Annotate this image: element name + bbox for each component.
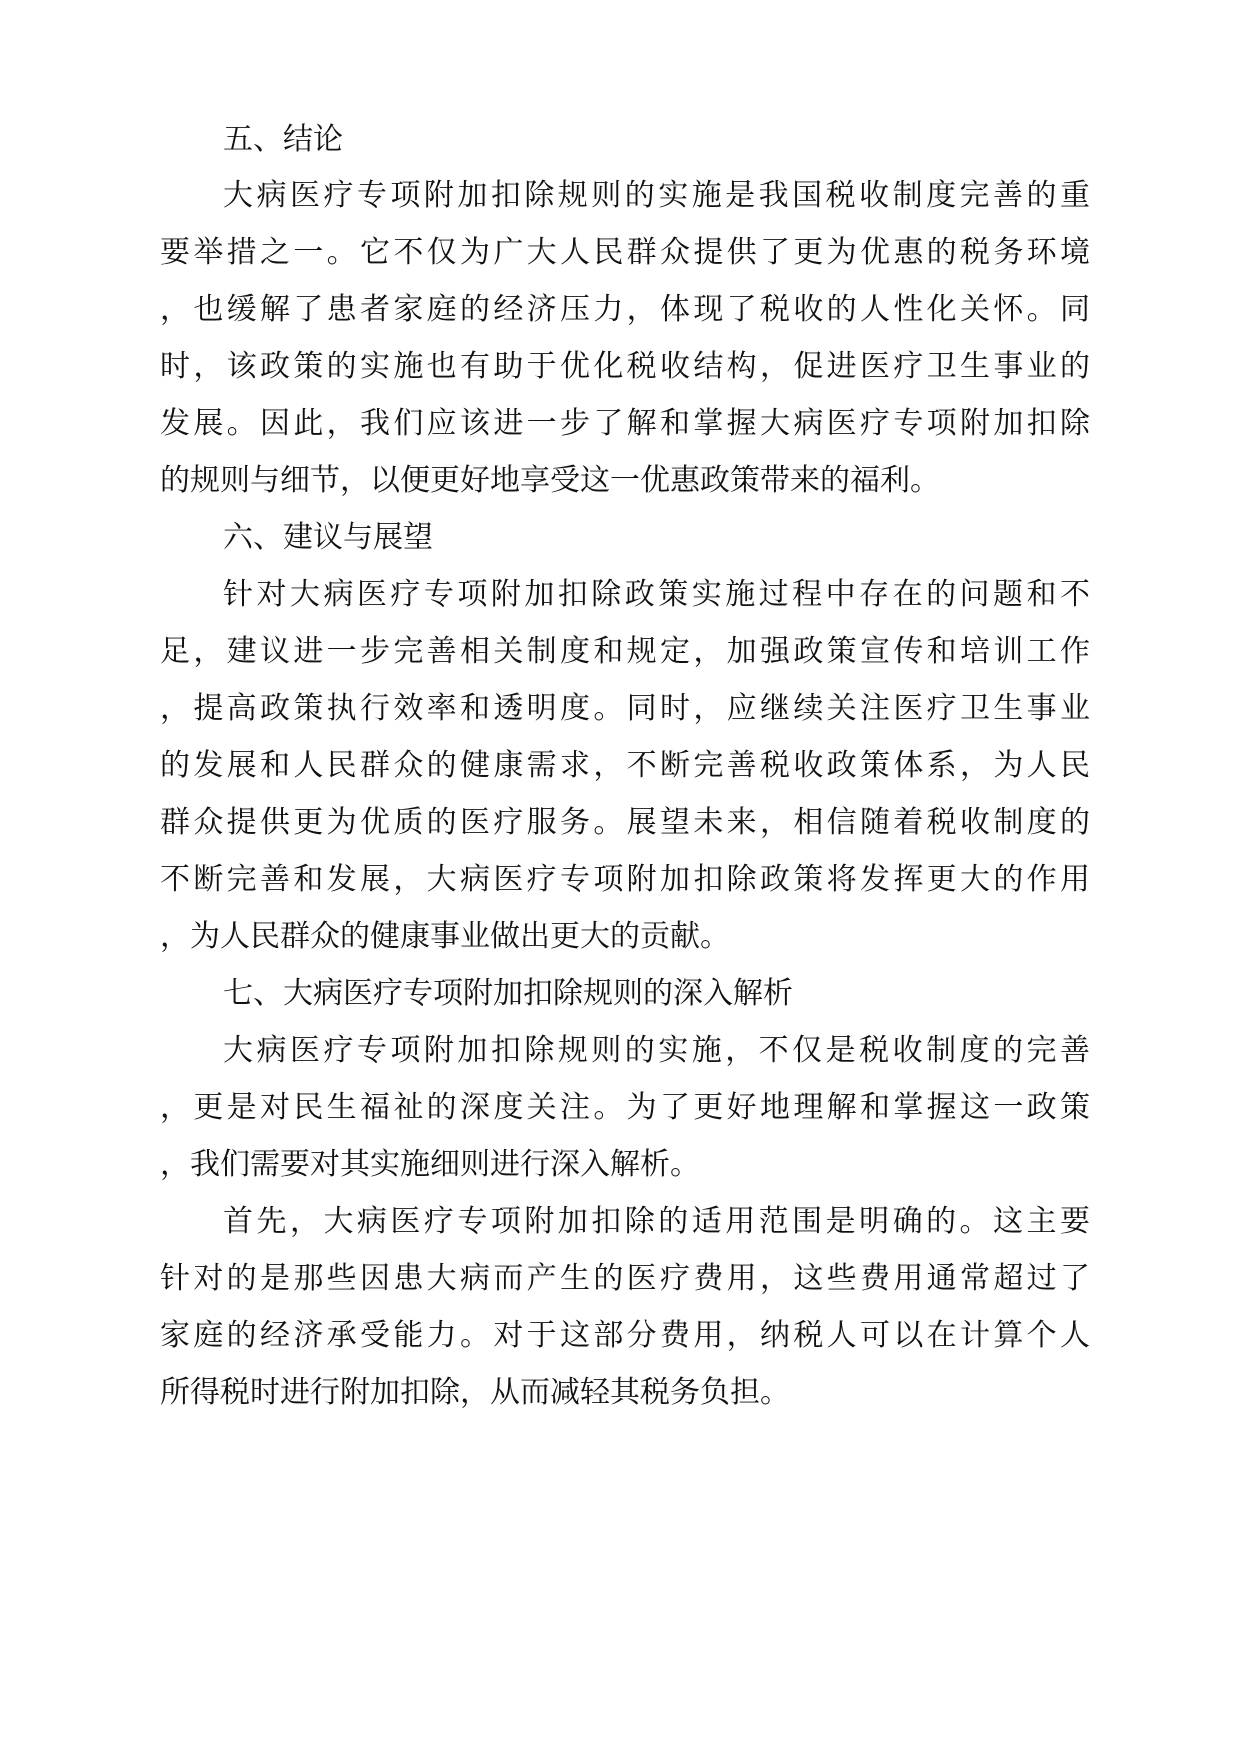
paragraph-line: ，为人民群众的健康事业做出更大的贡献。 [160,919,730,954]
paragraph-line: 针对的是那些因患大病而产生的医疗费用，这些费用通常超过了 [160,1261,1090,1296]
paragraph-line: 所得税时进行附加扣除，从而减轻其税务负担。 [160,1375,790,1410]
paragraph-line: 不断完善和发展，大病医疗专项附加扣除政策将发挥更大的作用 [160,862,1090,897]
paragraph-line: ，更是对民生福祉的深度关注。为了更好地理解和掌握这一政策 [160,1090,1090,1125]
paragraph-line: 大病医疗专项附加扣除规则的实施，不仅是税收制度的完善 [223,1033,1090,1068]
paragraph-line: 家庭的经济承受能力。对于这部分费用，纳税人可以在计算个人 [160,1318,1090,1353]
paragraph-line: 发展。因此，我们应该进一步了解和掌握大病医疗专项附加扣除 [160,406,1090,441]
paragraph-line: 的发展和人民群众的健康需求，不断完善税收政策体系，为人民 [160,748,1090,783]
section-heading: 五、结论 [223,122,343,157]
paragraph-line: ，提高政策执行效率和透明度。同时，应继续关注医疗卫生事业 [160,691,1090,726]
paragraph-line: 针对大病医疗专项附加扣除政策实施过程中存在的问题和不 [223,577,1090,612]
section-heading: 六、建议与展望 [223,520,433,555]
paragraph-line: 的规则与细节，以便更好地享受这一优惠政策带来的福利。 [160,463,940,498]
paragraph-line: 时，该政策的实施也有助于优化税收结构，促进医疗卫生事业的 [160,349,1090,384]
paragraph-line: 首先，大病医疗专项附加扣除的适用范围是明确的。这主要 [223,1204,1090,1239]
paragraph-line: 要举措之一。它不仅为广大人民群众提供了更为优惠的税务环境 [160,235,1090,270]
paragraph-line: ，也缓解了患者家庭的经济压力，体现了税收的人性化关怀。同 [160,292,1090,327]
section-heading: 七、大病医疗专项附加扣除规则的深入解析 [223,976,793,1011]
paragraph-line: 足，建议进一步完善相关制度和规定，加强政策宣传和培训工作 [160,634,1090,669]
paragraph-line: ，我们需要对其实施细则进行深入解析。 [160,1147,700,1182]
paragraph-line: 大病医疗专项附加扣除规则的实施是我国税收制度完善的重 [223,178,1090,213]
paragraph-line: 群众提供更为优质的医疗服务。展望未来，相信随着税收制度的 [160,805,1090,840]
